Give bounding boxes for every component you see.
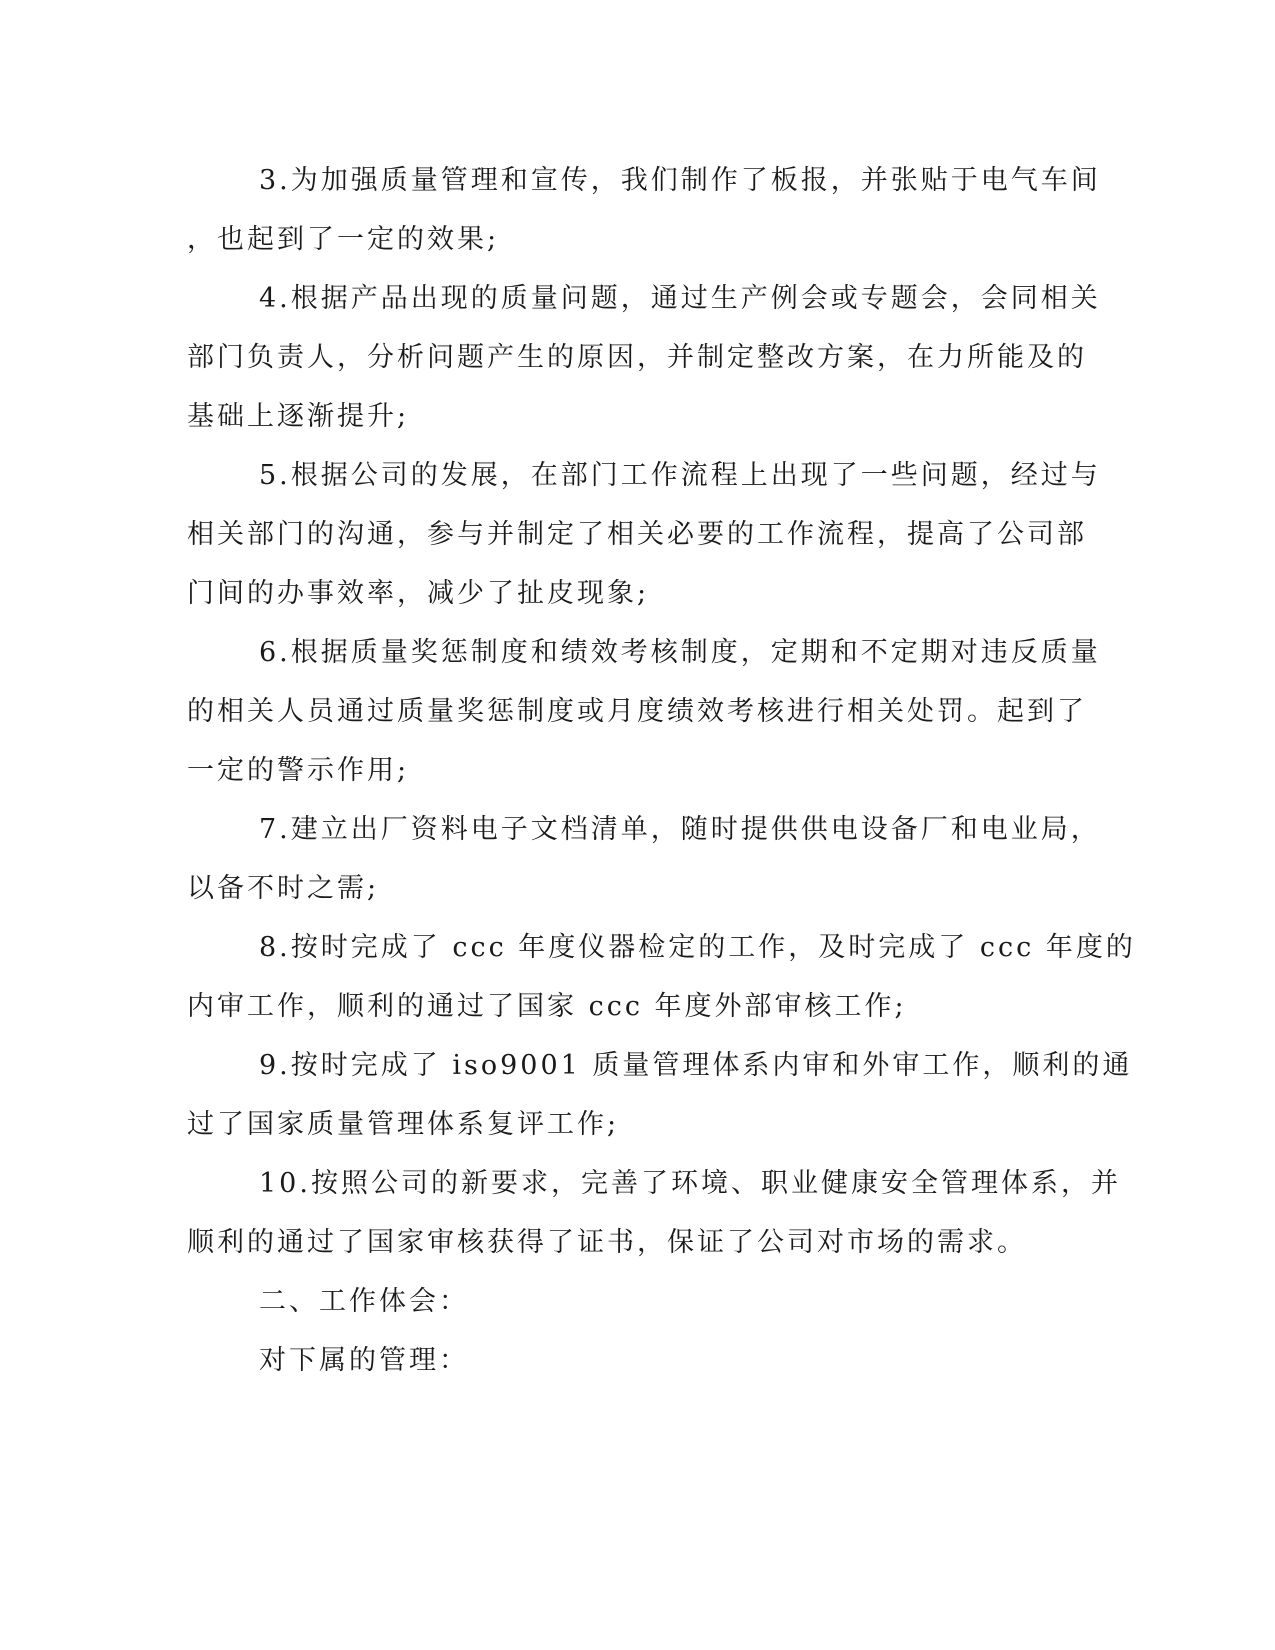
paragraph-3-line-1: 3.为加强质量管理和宣传，我们制作了板报，并张贴于电气车间 [259, 165, 1101, 196]
paragraph-3-line-2: ，也起到了一定的效果; [187, 224, 500, 255]
paragraph-10-line-2: 顺利的通过了国家审核获得了证书，保证了公司对市场的需求。 [187, 1227, 1027, 1258]
paragraph-6-line-3: 一定的警示作用; [187, 755, 410, 786]
paragraph-5-line-3: 门间的办事效率，减少了扯皮现象; [187, 578, 650, 609]
paragraph-8-line-1: 8.按时完成了 ccc 年度仪器检定的工作，及时完成了 ccc 年度的 [259, 932, 1136, 963]
section-heading-work-experience: 二、工作体会： [259, 1286, 469, 1317]
paragraph-9-line-2: 过了国家质量管理体系复评工作; [187, 1109, 620, 1140]
subheading-subordinate-management: 对下属的管理： [259, 1345, 469, 1376]
paragraph-9-line-1: 9.按时完成了 iso9001 质量管理体系内审和外审工作，顺利的通 [259, 1050, 1133, 1081]
paragraph-7-line-2: 以备不时之需; [187, 873, 380, 904]
paragraph-6-line-1: 6.根据质量奖惩制度和绩效考核制度，定期和不定期对违反质量 [259, 637, 1101, 668]
paragraph-8-line-2: 内审工作，顺利的通过了国家 ccc 年度外部审核工作; [187, 991, 907, 1022]
paragraph-4-line-2: 部门负责人，分析问题产生的原因，并制定整改方案，在力所能及的 [187, 342, 1087, 373]
paragraph-4-line-1: 4.根据产品出现的质量问题，通过生产例会或专题会，会同相关 [259, 283, 1101, 314]
paragraph-7-line-1: 7.建立出厂资料电子文档清单，随时提供供电设备厂和电业局， [259, 814, 1101, 845]
paragraph-6-line-2: 的相关人员通过质量奖惩制度或月度绩效考核进行相关处罚。起到了 [187, 696, 1087, 727]
paragraph-5-line-2: 相关部门的沟通，参与并制定了相关必要的工作流程，提高了公司部 [187, 519, 1087, 550]
paragraph-10-line-1: 10.按照公司的新要求，完善了环境、职业健康安全管理体系，并 [259, 1168, 1121, 1199]
paragraph-4-line-3: 基础上逐渐提升; [187, 401, 410, 432]
paragraph-5-line-1: 5.根据公司的发展，在部门工作流程上出现了一些问题，经过与 [259, 460, 1101, 491]
